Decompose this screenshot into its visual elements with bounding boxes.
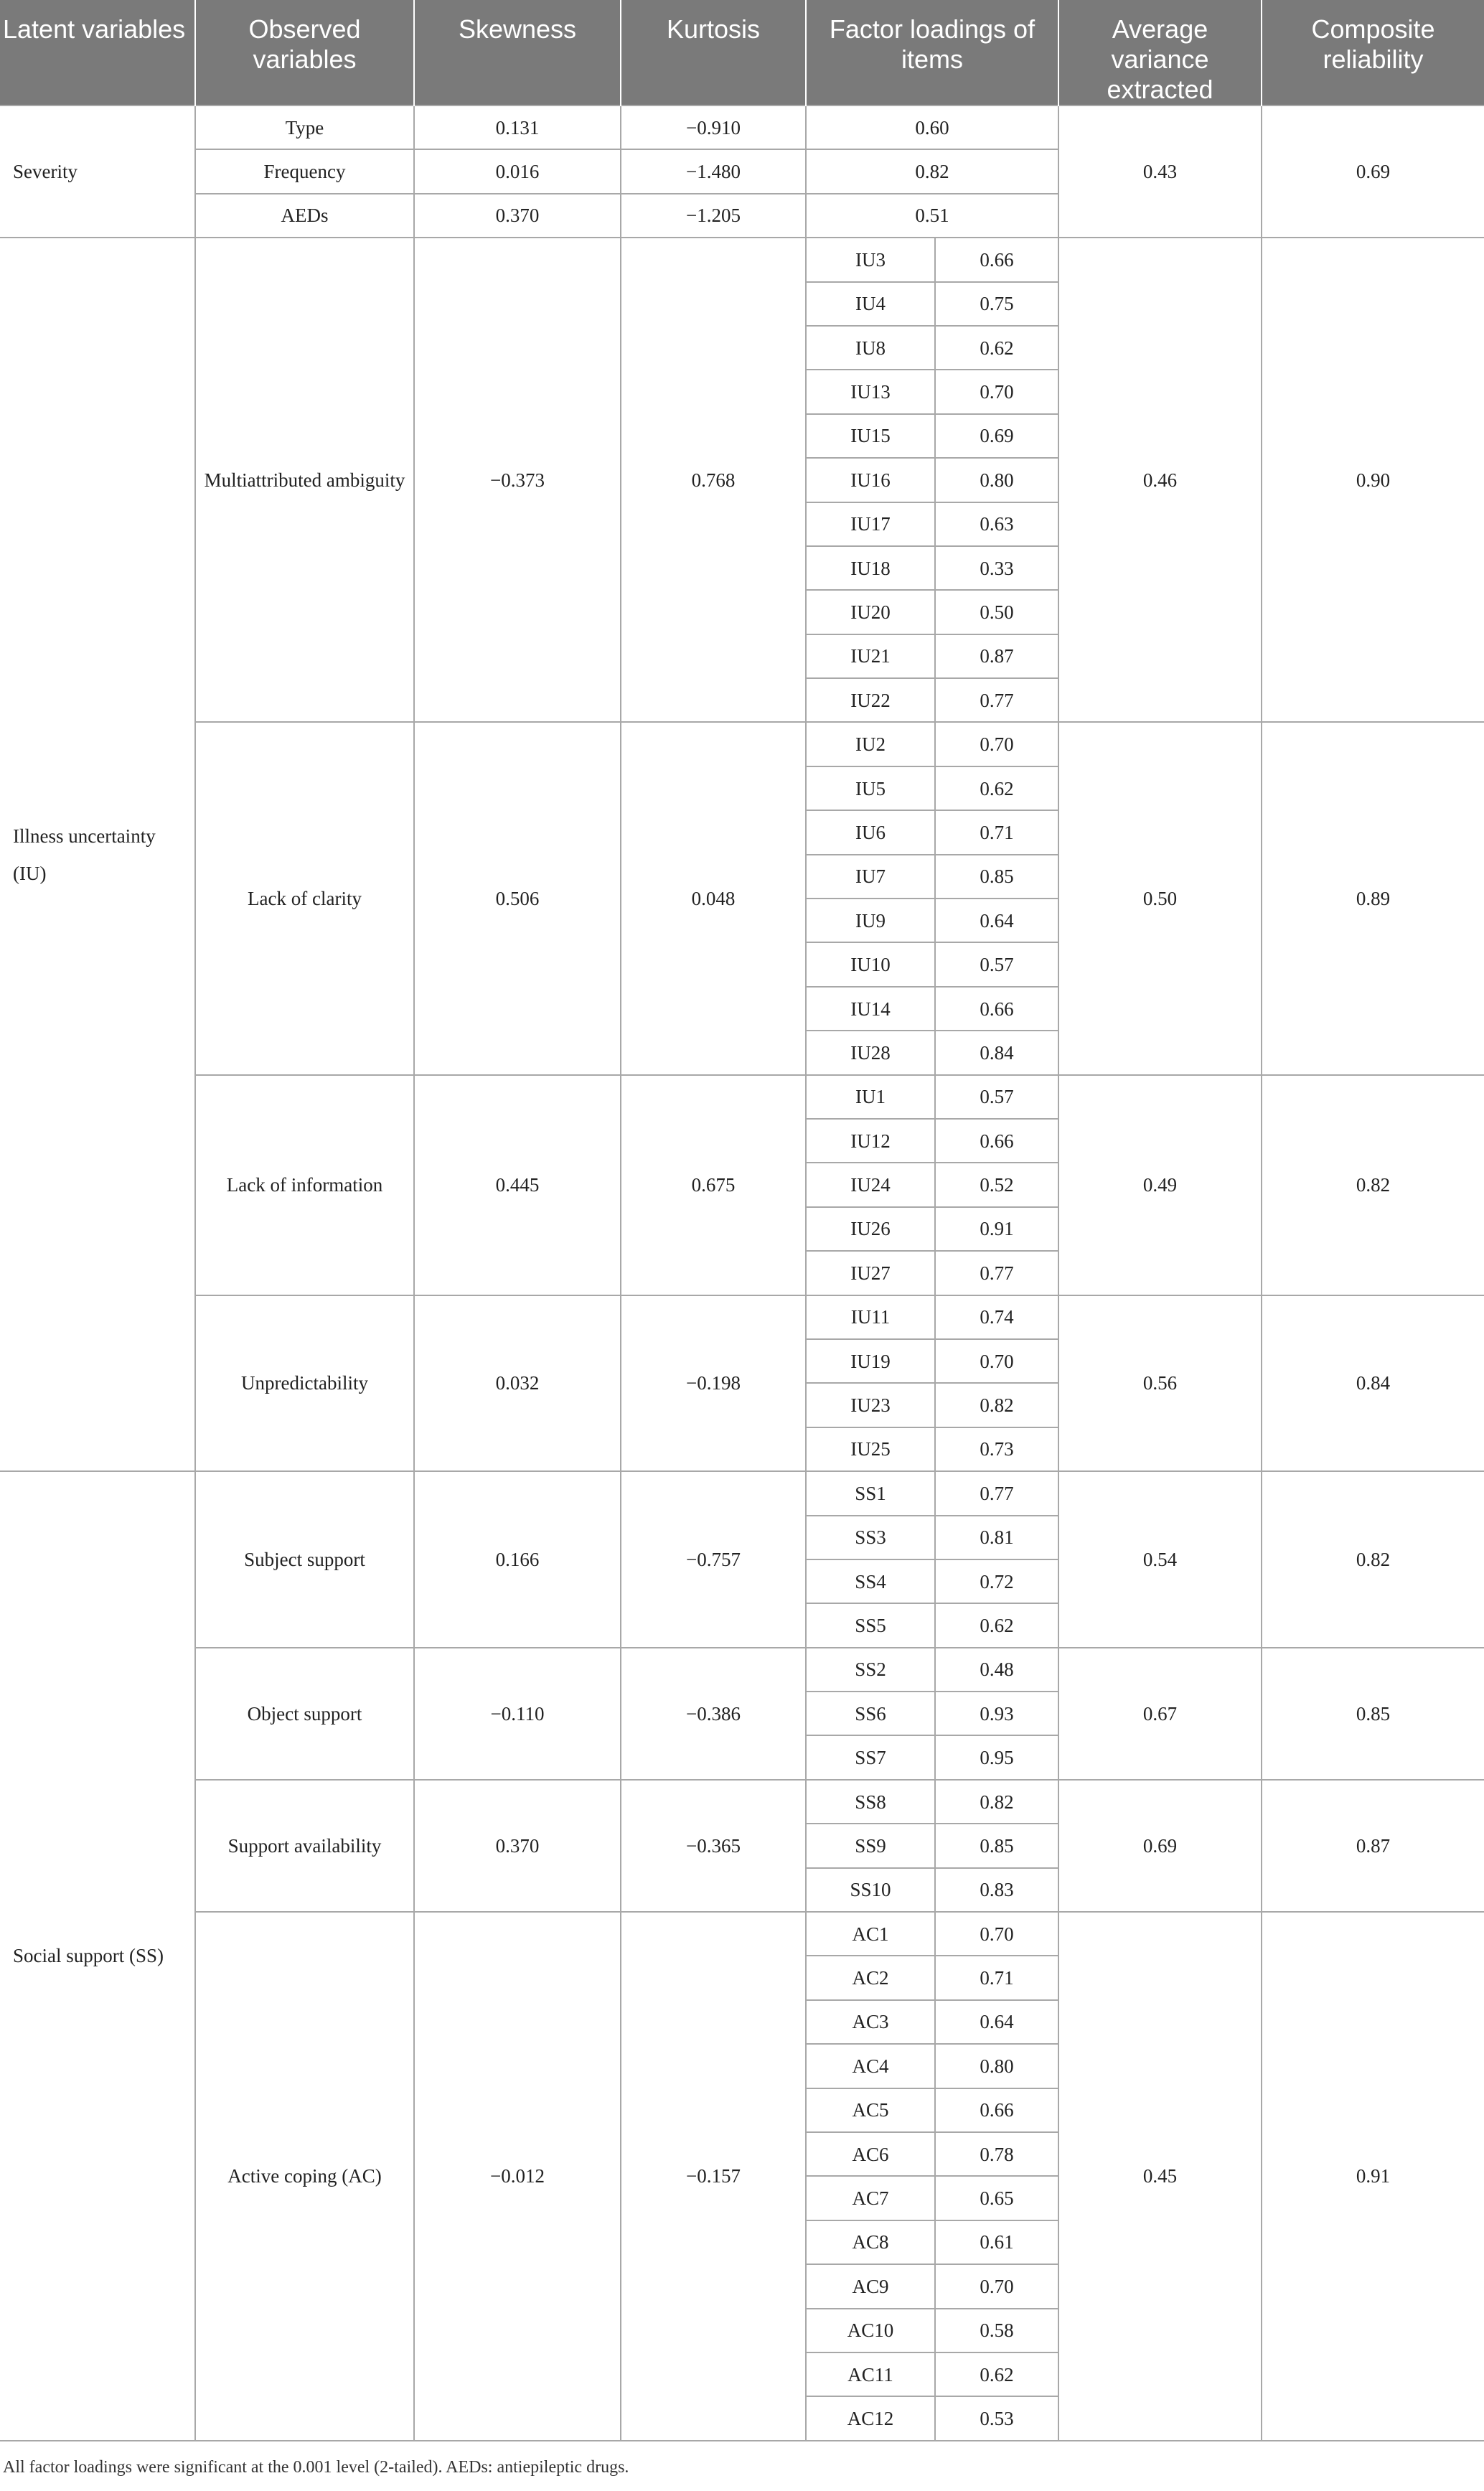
item-code-cell: IU22 [806,678,935,722]
latent-variable-cell: Illness uncertainty (IU) [0,238,195,1471]
item-loading-cell: 0.66 [935,1119,1058,1163]
factor-loading-cell: 0.60 [806,105,1058,149]
item-code-cell: IU2 [806,722,935,766]
item-loading-cell: 0.80 [935,458,1058,502]
item-loading-cell: 0.62 [935,1603,1058,1647]
skewness-cell: 0.370 [414,1780,621,1912]
item-code-cell: AC6 [806,2132,935,2176]
ave-cell: 0.56 [1058,1295,1262,1472]
item-loading-cell: 0.85 [935,1824,1058,1867]
composite-reliability-cell: 0.90 [1262,238,1484,722]
item-code-cell: IU6 [806,810,935,854]
item-loading-cell: 0.80 [935,2044,1058,2088]
item-code-cell: AC1 [806,1912,935,1956]
item-code-cell: AC2 [806,1956,935,1999]
skewness-cell: −0.373 [414,238,621,722]
table-row [0,1780,1484,1824]
skewness-cell: 0.370 [414,194,621,238]
item-code-cell: IU19 [806,1339,935,1383]
item-loading-cell: 0.71 [935,810,1058,854]
header-skewness: Skewness [414,0,621,105]
item-code-cell: SS2 [806,1648,935,1692]
table-footnote: All factor loadings were significant at the 0.001 level (2-tailed). AEDs: antiepileptic drugs. [3,2458,629,2477]
kurtosis-cell: 0.768 [621,238,806,722]
item-loading-cell: 0.70 [935,722,1058,766]
observed-variable-cell: Type [195,105,414,149]
item-loading-cell: 0.63 [935,502,1058,546]
observed-variable-cell: Lack of clarity [195,722,414,1074]
item-code-cell: SS3 [806,1516,935,1559]
item-code-cell: IU12 [806,1119,935,1163]
item-loading-cell: 0.74 [935,1295,1058,1339]
item-loading-cell: 0.70 [935,1339,1058,1383]
item-code-cell: IU5 [806,766,935,810]
table-row [0,1648,1484,1692]
composite-reliability-cell: 0.69 [1262,105,1484,238]
item-loading-cell: 0.57 [935,1075,1058,1119]
item-code-cell: IU14 [806,987,935,1031]
item-code-cell: AC5 [806,2088,935,2132]
item-loading-cell: 0.70 [935,370,1058,413]
latent-variable-cell: Social support (SS) [0,1471,195,2441]
item-loading-cell: 0.81 [935,1516,1058,1559]
item-code-cell: IU1 [806,1075,935,1119]
item-loading-cell: 0.65 [935,2176,1058,2220]
item-code-cell: IU26 [806,1207,935,1251]
item-code-cell: IU27 [806,1251,935,1295]
item-code-cell: IU23 [806,1383,935,1427]
skewness-cell: 0.166 [414,1471,621,1648]
item-code-cell: AC9 [806,2264,935,2308]
header-row [0,0,1484,105]
ave-cell: 0.46 [1058,238,1262,722]
kurtosis-cell: −0.365 [621,1780,806,1912]
skewness-cell: −0.012 [414,1912,621,2441]
header-composite-reliability: Composite reliability [1262,0,1484,105]
observed-variable-cell: Support availability [195,1780,414,1912]
item-code-cell: AC12 [806,2396,935,2440]
item-code-cell: SS6 [806,1692,935,1735]
item-loading-cell: 0.62 [935,2352,1058,2396]
item-code-cell: IU17 [806,502,935,546]
observed-variable-cell: Frequency [195,149,414,193]
item-loading-cell: 0.52 [935,1163,1058,1206]
table-row [0,1912,1484,1956]
composite-reliability-cell: 0.84 [1262,1295,1484,1472]
observed-variable-cell: Active coping (AC) [195,1912,414,2441]
item-loading-cell: 0.82 [935,1780,1058,1824]
skewness-cell: 0.032 [414,1295,621,1472]
ave-cell: 0.50 [1058,722,1262,1074]
item-loading-cell: 0.70 [935,2264,1058,2308]
item-code-cell: SS8 [806,1780,935,1824]
composite-reliability-cell: 0.82 [1262,1471,1484,1648]
item-code-cell: IU11 [806,1295,935,1339]
ave-cell: 0.54 [1058,1471,1262,1648]
item-code-cell: IU15 [806,414,935,458]
item-loading-cell: 0.57 [935,942,1058,986]
item-code-cell: IU7 [806,855,935,899]
item-loading-cell: 0.87 [935,634,1058,678]
item-loading-cell: 0.53 [935,2396,1058,2440]
item-code-cell: IU10 [806,942,935,986]
table-row [0,1471,1484,1515]
header-average-variance-extracted: Average variance extracted [1058,0,1262,105]
table-body [0,105,1484,2441]
item-loading-cell: 0.66 [935,238,1058,281]
item-code-cell: IU8 [806,326,935,370]
observed-variable-cell: Subject support [195,1471,414,1648]
ave-cell: 0.49 [1058,1075,1262,1295]
item-code-cell: SS9 [806,1824,935,1867]
item-loading-cell: 0.73 [935,1427,1058,1471]
kurtosis-cell: −0.198 [621,1295,806,1472]
composite-reliability-cell: 0.85 [1262,1648,1484,1780]
kurtosis-cell: −1.205 [621,194,806,238]
factor-loading-cell: 0.51 [806,194,1058,238]
item-code-cell: IU16 [806,458,935,502]
item-loading-cell: 0.70 [935,1912,1058,1956]
item-loading-cell: 0.69 [935,414,1058,458]
item-code-cell: IU24 [806,1163,935,1206]
latent-variable-cell: Severity [0,105,195,238]
item-loading-cell: 0.33 [935,546,1058,590]
header-kurtosis: Kurtosis [621,0,806,105]
composite-reliability-cell: 0.91 [1262,1912,1484,2441]
item-loading-cell: 0.71 [935,1956,1058,1999]
skewness-cell: 0.506 [414,722,621,1074]
item-loading-cell: 0.85 [935,855,1058,899]
item-code-cell: IU20 [806,590,935,634]
kurtosis-cell: 0.675 [621,1075,806,1295]
composite-reliability-cell: 0.82 [1262,1075,1484,1295]
item-loading-cell: 0.82 [935,1383,1058,1427]
ave-cell: 0.43 [1058,105,1262,238]
item-code-cell: AC7 [806,2176,935,2220]
item-code-cell: SS7 [806,1735,935,1779]
item-code-cell: AC11 [806,2352,935,2396]
observed-variable-cell: Unpredictability [195,1295,414,1472]
item-loading-cell: 0.75 [935,282,1058,326]
observed-variable-cell: Multiattributed ambiguity [195,238,414,722]
item-loading-cell: 0.48 [935,1648,1058,1692]
item-code-cell: IU25 [806,1427,935,1471]
item-code-cell: IU3 [806,238,935,281]
skewness-cell: 0.131 [414,105,621,149]
item-loading-cell: 0.66 [935,987,1058,1031]
item-code-cell: IU18 [806,546,935,590]
item-loading-cell: 0.77 [935,1251,1058,1295]
item-code-cell: SS5 [806,1603,935,1647]
table-row [0,1295,1484,1339]
item-loading-cell: 0.77 [935,678,1058,722]
observed-variable-cell: Object support [195,1648,414,1780]
item-loading-cell: 0.93 [935,1692,1058,1735]
item-code-cell: IU4 [806,282,935,326]
header-observed-variables: Observed variables [195,0,414,105]
item-code-cell: IU9 [806,899,935,942]
item-code-cell: IU13 [806,370,935,413]
table-row [0,238,1484,281]
item-code-cell: AC3 [806,2000,935,2044]
kurtosis-cell: −0.910 [621,105,806,149]
item-loading-cell: 0.91 [935,1207,1058,1251]
item-loading-cell: 0.66 [935,2088,1058,2132]
item-loading-cell: 0.64 [935,2000,1058,2044]
item-code-cell: AC10 [806,2309,935,2352]
item-code-cell: IU28 [806,1031,935,1074]
table-row [0,722,1484,766]
kurtosis-cell: 0.048 [621,722,806,1074]
table-row [0,105,1484,149]
item-loading-cell: 0.77 [935,1471,1058,1515]
composite-reliability-cell: 0.89 [1262,722,1484,1074]
kurtosis-cell: −0.386 [621,1648,806,1780]
item-code-cell: SS10 [806,1868,935,1912]
observed-variable-cell: AEDs [195,194,414,238]
factor-loading-cell: 0.82 [806,149,1058,193]
kurtosis-cell: −0.757 [621,1471,806,1648]
item-loading-cell: 0.50 [935,590,1058,634]
header-factor-loadings: Factor loadings of items [806,0,1058,105]
item-code-cell: AC4 [806,2044,935,2088]
item-code-cell: SS1 [806,1471,935,1515]
skewness-cell: −0.110 [414,1648,621,1780]
item-loading-cell: 0.58 [935,2309,1058,2352]
item-loading-cell: 0.61 [935,2220,1058,2264]
item-loading-cell: 0.95 [935,1735,1058,1779]
item-loading-cell: 0.84 [935,1031,1058,1074]
item-loading-cell: 0.62 [935,766,1058,810]
item-loading-cell: 0.78 [935,2132,1058,2176]
kurtosis-cell: −0.157 [621,1912,806,2441]
observed-variable-cell: Lack of information [195,1075,414,1295]
ave-cell: 0.67 [1058,1648,1262,1780]
item-loading-cell: 0.62 [935,326,1058,370]
table-row [0,1075,1484,1119]
skewness-cell: 0.445 [414,1075,621,1295]
header-latent-variables: Latent variables [0,0,195,105]
ave-cell: 0.45 [1058,1912,1262,2441]
item-code-cell: IU21 [806,634,935,678]
composite-reliability-cell: 0.87 [1262,1780,1484,1912]
item-loading-cell: 0.72 [935,1559,1058,1603]
kurtosis-cell: −1.480 [621,149,806,193]
item-loading-cell: 0.83 [935,1868,1058,1912]
item-code-cell: SS4 [806,1559,935,1603]
ave-cell: 0.69 [1058,1780,1262,1912]
skewness-cell: 0.016 [414,149,621,193]
item-loading-cell: 0.64 [935,899,1058,942]
item-code-cell: AC8 [806,2220,935,2264]
